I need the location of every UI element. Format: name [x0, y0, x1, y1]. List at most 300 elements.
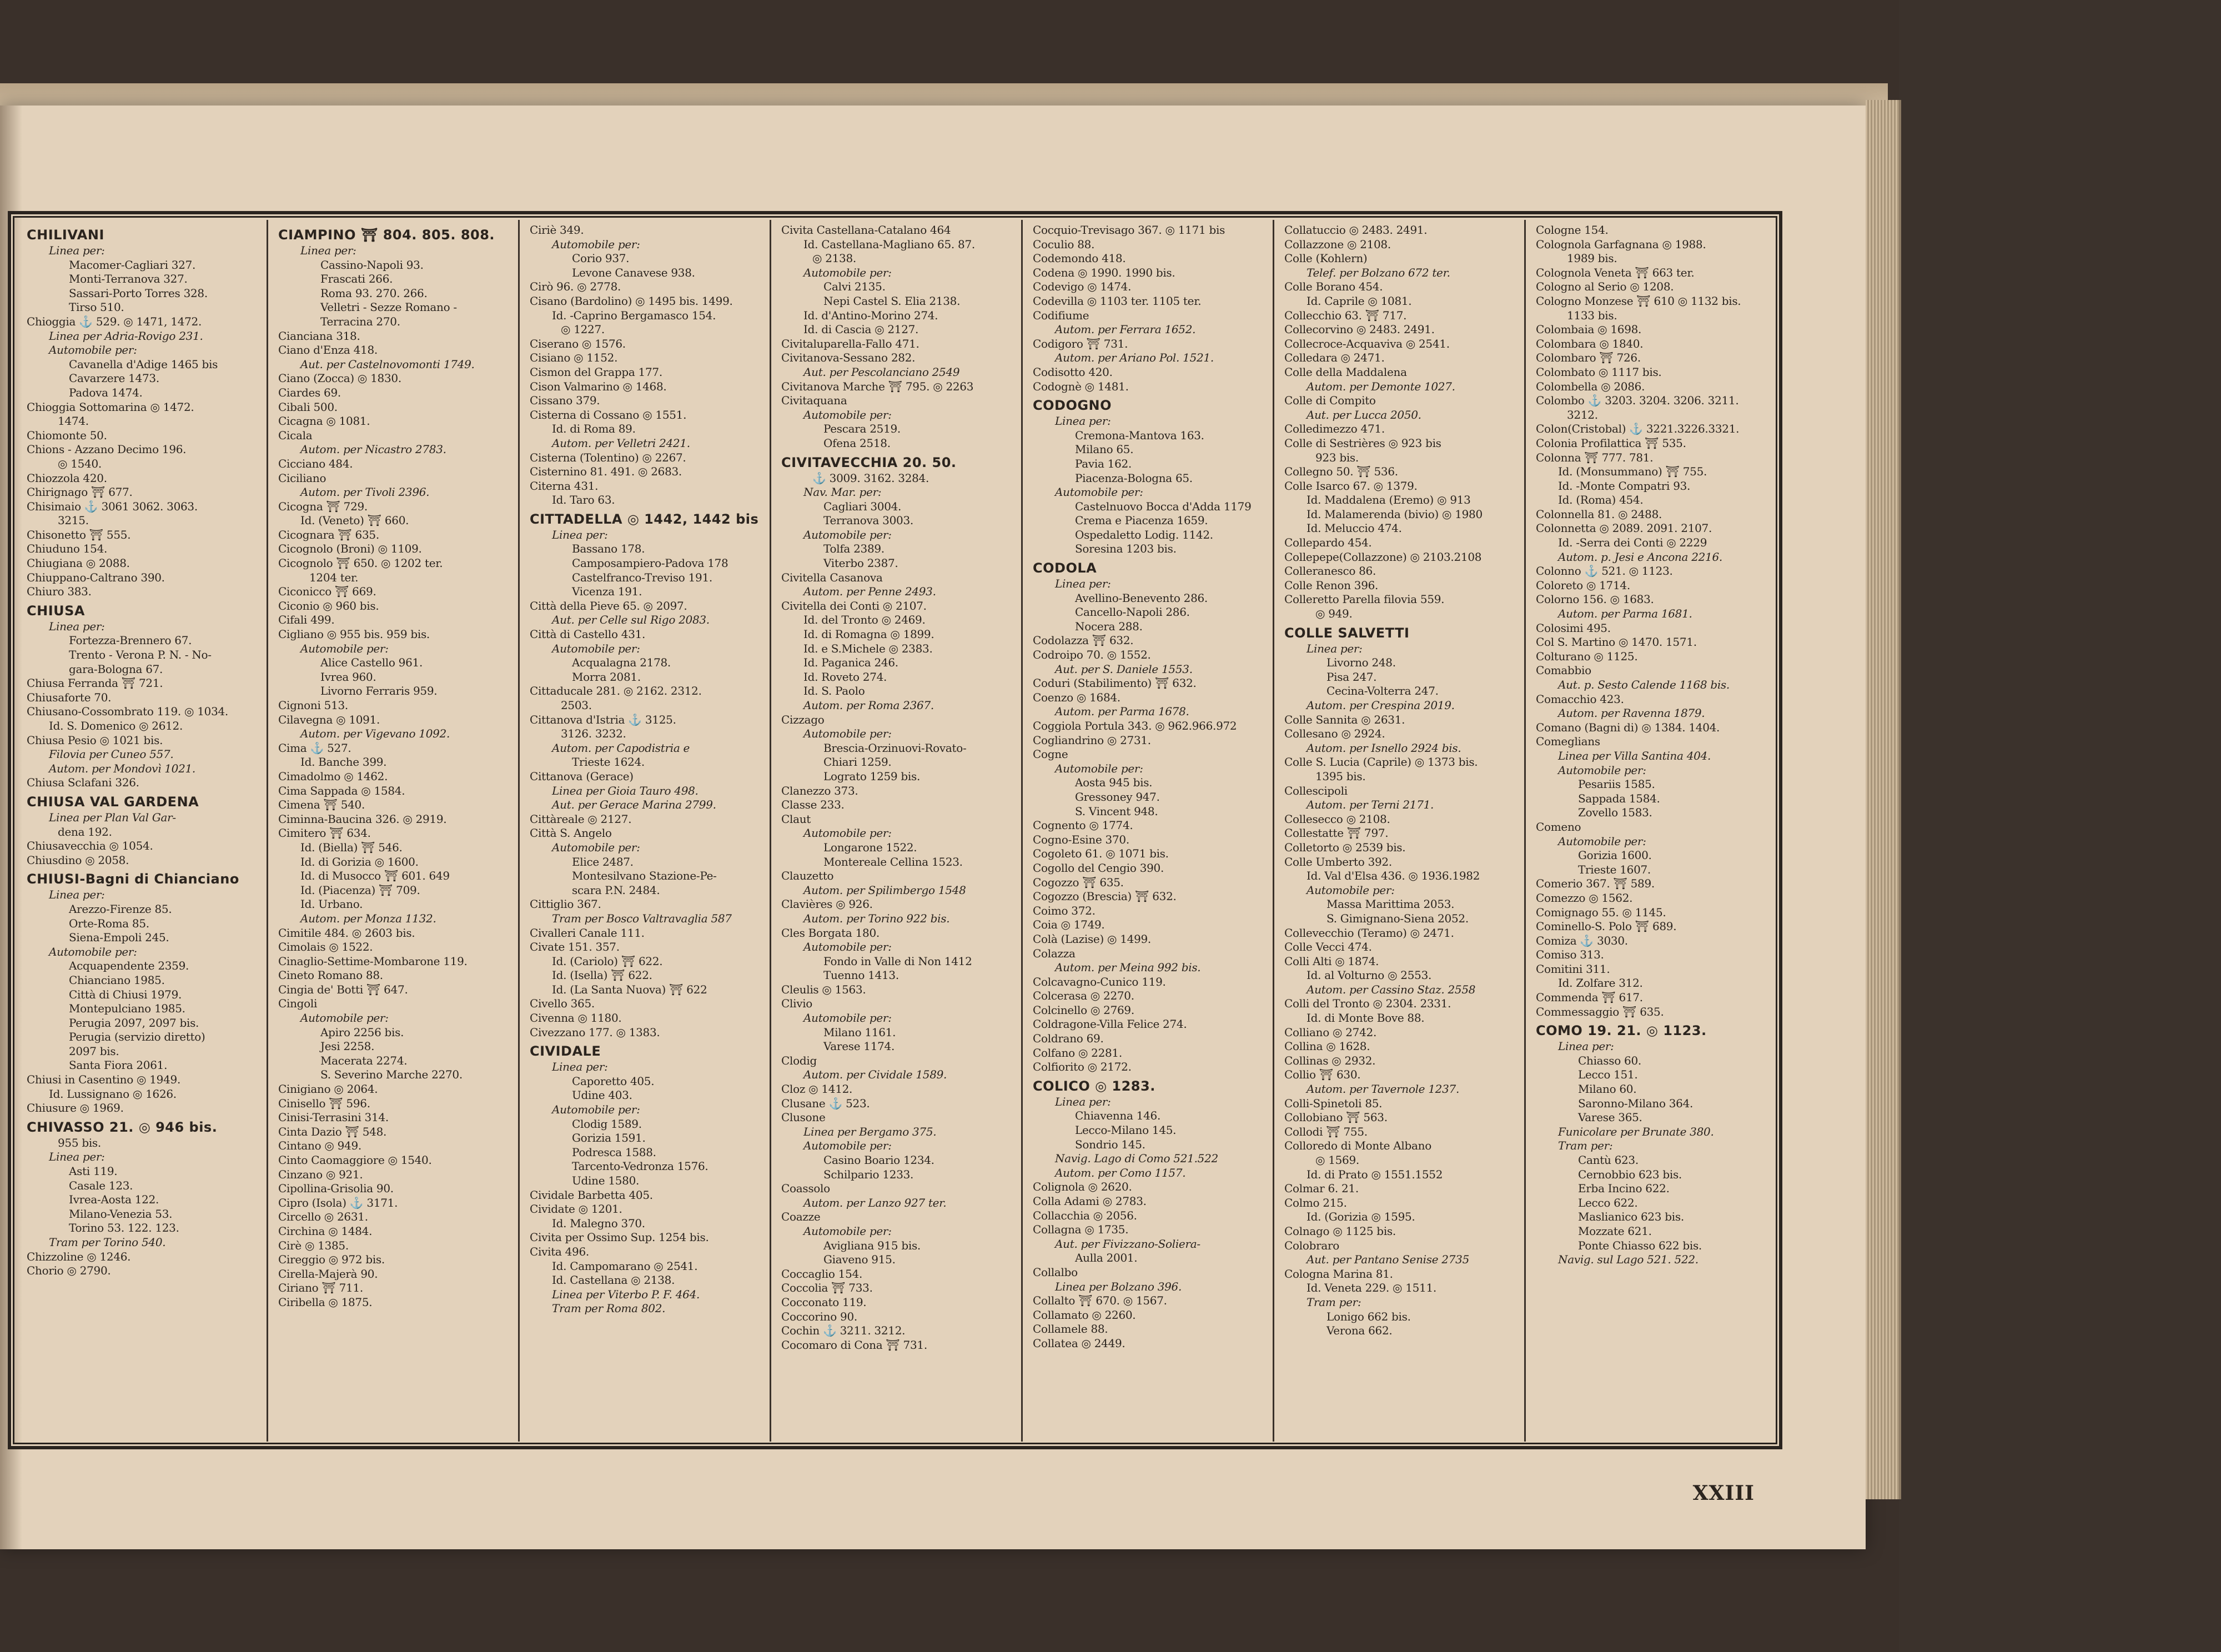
index-entry: Perugia (servizio diretto): [69, 1030, 205, 1044]
index-entry: Macomer-Cagliari 327.: [69, 258, 196, 272]
index-entry: Cimitile 484. ◎ 2603 bis.: [278, 926, 415, 940]
index-entry: Chiari 1259.: [823, 755, 892, 769]
index-entry: Id. -Caprino Bergamasco 154.: [552, 308, 716, 322]
index-entry: Id. Campomarano ◎ 2541.: [552, 1259, 698, 1273]
index-entry: Colcinello ◎ 2769.: [1033, 1003, 1134, 1017]
index-entry: Apiro 2256 bis.: [320, 1025, 404, 1039]
index-entry: 923 bis.: [1315, 450, 1359, 464]
index-entry: Collacchia ◎ 2056.: [1033, 1208, 1137, 1222]
index-entry: Id. (Roma) 454.: [1558, 493, 1644, 507]
index-entry: Ospedaletto Lodig. 1142.: [1075, 528, 1213, 541]
index-entry: Aut. per Pescolanciano 2549: [803, 365, 960, 379]
index-entry: Cogne: [1033, 747, 1068, 761]
index-entry: Cineto Romano 88.: [278, 968, 383, 982]
index-entry: Collepepe(Collazzone) ◎ 2103.2108: [1284, 550, 1482, 564]
index-entry: Autom. per Nicastro 2783.: [300, 443, 446, 456]
index-entry: Coldragone-Villa Felice 274.: [1033, 1017, 1187, 1031]
index-entry: Cinaglio-Settime-Mombarone 119.: [278, 954, 468, 968]
index-entry: Civitella dei Conti ◎ 2107.: [781, 599, 927, 612]
index-entry: Cireggio ◎ 972 bis.: [278, 1253, 385, 1267]
index-entry: Tirso 510.: [69, 300, 124, 314]
index-entry: Cima Sappada ◎ 1584.: [278, 784, 405, 797]
index-entry: Coduri (Stabilimento) ⛩ 632.: [1033, 676, 1197, 690]
index-entry: Linea per:: [1307, 641, 1363, 655]
index-column-2: [268, 220, 520, 1442]
index-entry: 3126. 3232.: [561, 727, 626, 741]
index-entry: Colle della Maddalena: [1284, 365, 1407, 379]
index-entry: Cinisi-Terrasini 314.: [278, 1111, 389, 1124]
index-entry: Massa Marittima 2053.: [1326, 897, 1455, 911]
index-entry: Maslianico 623 bis.: [1578, 1210, 1684, 1224]
index-entry: Città della Pieve 65. ◎ 2097.: [530, 599, 687, 612]
index-entry: Id. Paganica 246.: [803, 656, 898, 670]
index-entry: Colombaro ⛩ 726.: [1536, 351, 1641, 365]
index-entry: Trieste 1624.: [572, 755, 645, 769]
index-entry: Cancello-Napoli 286.: [1075, 605, 1190, 619]
index-entry: Gorizia 1591.: [572, 1131, 646, 1145]
index-entry: Automobile per:: [300, 1011, 389, 1025]
index-entry: Funicolare per Brunate 380.: [1558, 1124, 1714, 1138]
index-entry: Colle di Sestrières ◎ 923 bis: [1284, 436, 1441, 450]
index-entry: Chisonetto ⛩ 555.: [27, 528, 131, 541]
index-entry: Clanezzo 373.: [781, 784, 858, 797]
index-entry: Collestatte ⛩ 797.: [1284, 826, 1389, 840]
index-entry: Ciminna-Baucina 326. ◎ 2919.: [278, 812, 447, 826]
index-heading: CIVIDALE: [530, 1043, 601, 1060]
index-column-7: [1526, 220, 1776, 1442]
index-entry: Civita per Ossimo Sup. 1254 bis.: [530, 1231, 709, 1244]
index-entry: Erba Incino 622.: [1578, 1182, 1670, 1196]
index-entry: Giaveno 915.: [823, 1253, 896, 1267]
index-entry: Navig. Lago di Como 521.522: [1055, 1152, 1218, 1166]
index-entry: Morra 2081.: [572, 670, 641, 684]
index-entry: Ofena 2518.: [823, 436, 891, 450]
index-entry: Colognola Veneta ⛩ 663 ter.: [1536, 265, 1695, 279]
index-entry: Automobile per:: [803, 528, 892, 541]
index-entry: Civitaquana: [781, 394, 847, 408]
index-entry: Id. (Piacenza) ⛩ 709.: [300, 883, 420, 897]
index-entry: Avigliana 915 bis.: [823, 1238, 921, 1252]
index-entry: Collesecco ◎ 2108.: [1284, 812, 1390, 826]
index-entry: Colle Renon 396.: [1284, 578, 1379, 592]
index-entry: Id. e S.Michele ◎ 2383.: [803, 641, 933, 655]
index-entry: Brescia-Orzinuovi-Rovato-: [823, 741, 967, 755]
index-entry: Collatuccio ◎ 2483. 2491.: [1284, 223, 1428, 237]
index-entry: Autom. per Spilimbergo 1548: [803, 883, 966, 897]
index-entry: Linea per Gioia Tauro 498.: [552, 784, 699, 797]
index-entry: Caporetto 405.: [572, 1074, 655, 1088]
index-entry: Comacchio 423.: [1536, 692, 1624, 706]
index-entry: Cima ⚓ 527.: [278, 741, 351, 755]
index-heading: CHILIVANI: [27, 227, 104, 243]
index-entry: Ciano d'Enza 418.: [278, 343, 378, 357]
index-entry: Tram per Torino 540.: [49, 1236, 166, 1249]
index-entry: Linea per:: [1055, 1094, 1111, 1108]
index-entry: Coassolo: [781, 1182, 830, 1196]
index-entry: Cles Borgata 180.: [781, 926, 880, 940]
index-entry: Collecorvino ◎ 2483. 2491.: [1284, 323, 1435, 337]
index-entry: Clivio: [781, 997, 813, 1011]
index-entry: Pesariis 1585.: [1578, 777, 1655, 791]
index-entry: Varese 1174.: [823, 1040, 895, 1053]
index-entry: Aulla 2001.: [1075, 1251, 1138, 1265]
index-entry: Piacenza-Bologna 65.: [1075, 471, 1193, 485]
index-entry: Civezzano 177. ◎ 1383.: [530, 1025, 660, 1039]
index-entry: Colorno 156. ◎ 1683.: [1536, 592, 1654, 606]
index-entry: Cismon del Grappa 177.: [530, 365, 662, 379]
index-heading: CIVITAVECCHIA 20. 50.: [781, 454, 957, 470]
index-entry: Coccaglio 154.: [781, 1267, 862, 1281]
index-entry: dena 192.: [58, 825, 112, 838]
index-entry: Cisterna di Cossano ◎ 1551.: [530, 408, 687, 421]
index-entry: Claut: [781, 812, 811, 826]
index-entry: Colli del Tronto ◎ 2304. 2331.: [1284, 997, 1451, 1011]
index-entry: Comiza ⚓ 3030.: [1536, 933, 1628, 947]
index-heading: COMO 19. 21. ◎ 1123.: [1536, 1023, 1707, 1039]
index-entry: Soresina 1203 bis.: [1075, 542, 1177, 556]
index-entry: Id. -Serra dei Conti ◎ 2229: [1558, 536, 1707, 550]
index-entry: Chisimaio ⚓ 3061 3062. 3063.: [27, 499, 198, 513]
index-entry: Casino Boario 1234.: [823, 1153, 934, 1167]
index-entry: Cison Valmarino ◎ 1468.: [530, 379, 667, 393]
index-entry: Linea per:: [300, 244, 356, 257]
index-entry: Chiasso 60.: [1578, 1053, 1641, 1067]
index-entry: Colonia Profilattica ⛩ 535.: [1536, 436, 1686, 450]
index-entry: Colignola ◎ 2620.: [1033, 1180, 1132, 1194]
index-entry: Clusane ⚓ 523.: [781, 1096, 870, 1110]
index-entry: Linea per Adria-Rovigo 231.: [49, 329, 203, 343]
index-entry: Colfiorito ◎ 2172.: [1033, 1060, 1132, 1074]
index-entry: Colle S. Lucia (Caprile) ◎ 1373 bis.: [1284, 755, 1478, 769]
index-entry: Comeglians: [1536, 735, 1600, 749]
index-entry: Collalbo: [1033, 1265, 1078, 1279]
index-entry: Cirè ◎ 1385.: [278, 1238, 349, 1252]
index-entry: Livorno 248.: [1326, 656, 1396, 670]
index-entry: Collescipoli: [1284, 784, 1348, 797]
page-number: XXIII: [1692, 1482, 1755, 1505]
index-entry: Colombato ◎ 1117 bis.: [1536, 365, 1662, 379]
index-entry: Clodig 1589.: [572, 1117, 642, 1131]
index-entry: Ciriè 349.: [530, 223, 584, 237]
index-entry: Cogollo del Cengio 390.: [1033, 861, 1164, 875]
index-entry: Collamele 88.: [1033, 1322, 1108, 1336]
index-entry: Clavières ◎ 926.: [781, 897, 873, 911]
index-entry: Collamato ◎ 2260.: [1033, 1308, 1136, 1322]
index-entry: Civita Castellana-Catalano 464: [781, 223, 951, 237]
index-entry: Cicognolo ⛩ 650. ◎ 1202 ter.: [278, 556, 443, 570]
index-entry: Comitini 311.: [1536, 962, 1610, 976]
index-entry: Autom. per Meina 992 bis.: [1055, 961, 1201, 975]
index-entry: Collevecchio (Teramo) ◎ 2471.: [1284, 926, 1454, 940]
index-entry: Id. del Tronto ◎ 2469.: [803, 613, 926, 627]
index-entry: Automobile per:: [1558, 763, 1646, 777]
index-entry: Collesano ◎ 2924.: [1284, 727, 1385, 741]
index-entry: Cologno Monzese ⛩ 610 ◎ 1132 bis.: [1536, 294, 1741, 308]
index-entry: 1133 bis.: [1567, 308, 1617, 322]
index-entry: Ciardes 69.: [278, 385, 341, 399]
index-entry: Comabbio: [1536, 664, 1591, 677]
index-entry: Coccolia ⛩ 733.: [781, 1281, 873, 1295]
index-entry: Autom. per Parma 1678.: [1055, 705, 1189, 719]
index-entry: Milano-Venezia 53.: [69, 1207, 173, 1221]
index-entry: Orte-Roma 85.: [69, 916, 149, 930]
index-entry: Asti 119.: [69, 1164, 118, 1178]
index-entry: Linea per:: [49, 888, 105, 902]
index-entry: Collagna ◎ 1735.: [1033, 1223, 1129, 1237]
index-entry: Chiuro 383.: [27, 585, 92, 599]
index-entry: Circello ◎ 2631.: [278, 1210, 368, 1224]
index-entry: Cogozzo ⛩ 635.: [1033, 875, 1124, 889]
index-entry: Autom. per Ferrara 1652.: [1055, 323, 1196, 337]
index-entry: Livorno Ferraris 959.: [320, 684, 438, 698]
index-entry: Cingia de' Botti ⛩ 647.: [278, 982, 408, 996]
index-entry: Ciano (Zocca) ◎ 1830.: [278, 371, 401, 385]
index-entry: Chirignago ⛩ 677.: [27, 485, 133, 499]
index-entry: Commessaggio ⛩ 635.: [1536, 1005, 1664, 1018]
index-column-5: [1023, 220, 1274, 1442]
index-entry: Nocera 288.: [1075, 619, 1143, 633]
background-shadow: [1899, 0, 2221, 1652]
index-entry: Cimolais ◎ 1522.: [278, 940, 373, 954]
index-entry: Id. Taro 63.: [552, 493, 615, 507]
index-entry: Id. di Roma 89.: [552, 422, 636, 436]
index-entry: Cremona-Mantova 163.: [1075, 428, 1204, 442]
index-entry: Viterbo 2387.: [823, 556, 898, 570]
index-entry: Commenda ⛩ 617.: [1536, 991, 1643, 1005]
index-entry: Id. (Monsummano) ⛩ 755.: [1558, 465, 1707, 479]
index-entry: Fondo in Valle di Non 1412: [823, 954, 972, 968]
index-entry: Colonno ⚓ 521. ◎ 1123.: [1536, 564, 1673, 578]
index-entry: Colle Vecci 474.: [1284, 940, 1372, 954]
index-entry: Id. di Monte Bove 88.: [1307, 1011, 1425, 1025]
index-entry: Verona 662.: [1326, 1324, 1393, 1338]
index-entry: Id. Castellana ◎ 2138.: [552, 1273, 675, 1287]
index-entry: Udine 403.: [572, 1088, 632, 1102]
index-entry: Automobile per:: [803, 1139, 892, 1153]
index-entry: Cagliari 3004.: [823, 499, 902, 513]
index-entry: Tram per:: [1558, 1139, 1613, 1153]
index-entry: Autom. per Lanzo 927 ter.: [803, 1196, 947, 1209]
index-entry: Automobile per:: [1307, 883, 1395, 897]
index-entry: Cogliandrino ◎ 2731.: [1033, 733, 1151, 747]
index-entry: Id. (Gorizia ◎ 1595.: [1307, 1210, 1415, 1224]
index-entry: 1989 bis.: [1567, 252, 1617, 265]
index-entry: Aut. p. Sesto Calende 1168 bis.: [1558, 678, 1730, 691]
index-entry: Colcerasa ◎ 2270.: [1033, 989, 1134, 1003]
index-entry: Comano (Bagni di) ◎ 1384. 1404.: [1536, 720, 1720, 734]
index-entry: Id. Zolfare 312.: [1558, 976, 1643, 990]
index-entry: Crema e Piacenza 1659.: [1075, 514, 1208, 528]
index-heading: CHIUSA: [27, 602, 85, 619]
index-entry: Linea per Viterbo P. F. 464.: [552, 1287, 700, 1301]
index-entry: Codigoro ⛩ 731.: [1033, 337, 1128, 350]
index-entry: Autom. per Roma 2367.: [803, 699, 934, 712]
index-entry: Chions - Azzano Decimo 196.: [27, 443, 187, 456]
index-entry: Cernobbio 623 bis.: [1578, 1167, 1682, 1181]
index-entry: Chiusa Sclafani 326.: [27, 776, 139, 790]
index-entry: Trieste 1607.: [1578, 862, 1651, 876]
index-entry: Id. Lussignano ◎ 1626.: [49, 1087, 177, 1101]
index-entry: Id. S. Domenico ◎ 2612.: [49, 719, 183, 732]
index-entry: Cittàreale ◎ 2127.: [530, 812, 632, 826]
index-entry: Sassari-Porto Torres 328.: [69, 286, 208, 300]
index-entry: Terranova 3003.: [823, 514, 913, 528]
index-entry: Automobile per:: [803, 826, 892, 840]
index-entry: Colmar 6. 21.: [1284, 1182, 1359, 1196]
index-entry: Classe 233.: [781, 798, 845, 812]
index-entry: Nav. Mar. per:: [803, 485, 882, 499]
index-entry: Cinzano ◎ 921.: [278, 1167, 363, 1181]
index-entry: Ciserano ◎ 1576.: [530, 337, 626, 350]
index-entry: Id. di Musocco ⛩ 601. 649: [300, 869, 450, 883]
index-entry: Id. d'Antino-Morino 274.: [803, 308, 938, 322]
index-entry: Filovia per Cuneo 557.: [49, 747, 174, 761]
index-entry: Cimadolmo ◎ 1462.: [278, 769, 388, 783]
index-heading: CIAMPINO ⛩ 804. 805. 808.: [278, 227, 495, 243]
index-entry: Castelnuovo Bocca d'Adda 1179: [1075, 499, 1252, 513]
index-entry: Colnago ◎ 1125 bis.: [1284, 1224, 1396, 1238]
index-entry: Arezzo-Firenze 85.: [69, 902, 172, 916]
index-entry: Colle (Kohlern): [1284, 252, 1368, 265]
index-entry: Colledara ◎ 2471.: [1284, 351, 1385, 365]
index-entry: Cantù 623.: [1578, 1153, 1639, 1167]
index-entry: Civenna ◎ 1180.: [530, 1011, 622, 1025]
index-entry: ⚓ 3009. 3162. 3284.: [812, 471, 929, 485]
index-entry: Autom. per Isnello 2924 bis.: [1307, 741, 1461, 755]
index-entry: Collegno 50. ⛩ 536.: [1284, 465, 1398, 479]
index-entry: Pescara 2519.: [823, 422, 901, 436]
index-entry: Lograto 1259 bis.: [823, 769, 921, 783]
index-entry: Cigliano ◎ 955 bis. 959 bis.: [278, 627, 430, 641]
index-entry: Comezzo ◎ 1562.: [1536, 891, 1633, 905]
index-entry: Cimena ⛩ 540.: [278, 798, 365, 812]
index-entry: Cleulis ◎ 1563.: [781, 982, 866, 996]
index-entry: Colle Umberto 392.: [1284, 855, 1392, 868]
index-entry: Chiusa Pesio ◎ 1021 bis.: [27, 733, 163, 747]
index-entry: Autom. per Ariano Pol. 1521.: [1055, 351, 1214, 365]
index-entry: Chorio ◎ 2790.: [27, 1264, 111, 1278]
index-entry: Autom. per Vigevano 1092.: [300, 727, 450, 741]
index-entry: Colobraro: [1284, 1238, 1339, 1252]
index-entry: Coia ◎ 1749.: [1033, 918, 1105, 932]
index-entry: Macerata 2274.: [320, 1053, 408, 1067]
index-entry: Acqualagna 2178.: [572, 656, 671, 670]
index-entry: Cicciano 484.: [278, 456, 353, 470]
index-entry: Coldrano 69.: [1033, 1032, 1104, 1046]
index-entry: Autom. per Penne 2493.: [803, 585, 936, 599]
index-entry: Colonna ⛩ 777. 781.: [1536, 450, 1654, 464]
index-entry: Linea per Plan Val Gar-: [49, 810, 176, 824]
index-entry: Roma 93. 270. 266.: [320, 286, 428, 300]
index-entry: scara P.N. 2484.: [572, 883, 660, 897]
index-entry: Tram per Roma 802.: [552, 1302, 666, 1315]
index-entry: Tram per Bosco Valtravaglia 587: [552, 911, 732, 925]
index-entry: Cologna Marina 81.: [1284, 1267, 1393, 1281]
index-entry: 3215.: [58, 514, 89, 528]
index-entry: Montepulciano 1985.: [69, 1002, 185, 1016]
index-entry: Collatea ◎ 2449.: [1033, 1336, 1125, 1350]
index-entry: Zovello 1583.: [1578, 806, 1652, 820]
index-entry: Gressoney 947.: [1075, 790, 1160, 804]
index-entry: Automobile per:: [803, 727, 892, 741]
index-entry: Id. -Monte Compatri 93.: [1558, 479, 1691, 493]
page-stack-edge: [1866, 100, 1901, 1499]
index-entry: Cividale Barbetta 405.: [530, 1188, 653, 1202]
index-entry: Civate 151. 357.: [530, 940, 620, 954]
index-entry: Colle di Compito: [1284, 394, 1376, 408]
index-entry: Siena-Empoli 245.: [69, 931, 169, 945]
index-entry: Cisano (Bardolino) ◎ 1495 bis. 1499.: [530, 294, 733, 308]
index-entry: Linea per:: [552, 1060, 608, 1074]
index-entry: Coimo 372.: [1033, 903, 1096, 917]
index-column-4: [771, 220, 1023, 1442]
index-entry: Calvi 2135.: [823, 280, 886, 294]
index-entry: Id. Roveto 274.: [803, 670, 887, 684]
index-entry: Cisiano ◎ 1152.: [530, 351, 618, 365]
index-entry: ◎ 2138.: [812, 252, 856, 265]
index-entry: Autom. per Terni 2171.: [1307, 798, 1434, 812]
index-entry: 2503.: [561, 699, 592, 712]
index-entry: Cipollina-Grisolia 90.: [278, 1182, 394, 1196]
index-entry: Cittanova d'Istria ⚓ 3125.: [530, 712, 676, 726]
index-column-3: [520, 220, 771, 1442]
index-entry: Cisterna (Tolentino) ◎ 2267.: [530, 450, 686, 464]
index-entry: Coggiola Portula 343. ◎ 962.966.972: [1033, 719, 1237, 732]
index-entry: Colturano ◎ 1125.: [1536, 649, 1638, 663]
index-entry: Chiusano-Cossombrato 119. ◎ 1034.: [27, 705, 228, 719]
index-entry: Coccorino 90.: [781, 1309, 857, 1323]
index-entry: Longarone 1522.: [823, 840, 917, 854]
index-entry: Cogozzo (Brescia) ⛩ 632.: [1033, 890, 1177, 903]
index-entry: Collecroce-Acquaviva ◎ 2541.: [1284, 337, 1450, 350]
index-entry: Clauzetto: [781, 869, 834, 883]
index-entry: Colfano ◎ 2281.: [1033, 1046, 1122, 1060]
index-entry: Codognè ◎ 1481.: [1033, 379, 1129, 393]
index-entry: Chiusi in Casentino ◎ 1949.: [27, 1073, 180, 1087]
index-entry: Autom. per Crespina 2019.: [1307, 699, 1455, 712]
index-entry: Varese 365.: [1578, 1111, 1642, 1124]
index-entry: Colledimezzo 471.: [1284, 422, 1385, 436]
index-entry: Cifali 499.: [278, 613, 335, 627]
index-entry: Col S. Martino ◎ 1470. 1571.: [1536, 635, 1697, 649]
index-entry: Linea per:: [1055, 577, 1111, 591]
index-entry: Coenzo ◎ 1684.: [1033, 690, 1120, 704]
index-entry: Id. di Gorizia ◎ 1600.: [300, 855, 419, 868]
index-entry: Vicenza 191.: [572, 585, 642, 599]
index-entry: Colla Adami ◎ 2783.: [1033, 1194, 1147, 1208]
index-entry: 1474.: [58, 414, 89, 428]
index-entry: Aut. per Fivizzano-Soliera-: [1055, 1237, 1200, 1251]
index-entry: Colazza: [1033, 946, 1076, 960]
index-entry: Id. Veneta 229. ◎ 1511.: [1307, 1281, 1436, 1295]
index-entry: 3212.: [1567, 408, 1598, 421]
index-entry: Codevilla ◎ 1103 ter. 1105 ter.: [1033, 294, 1202, 308]
index-entry: Codemondo 418.: [1033, 252, 1126, 265]
index-entry: Sondrio 145.: [1075, 1137, 1145, 1151]
index-entry: Chiozzola 420.: [27, 471, 107, 485]
index-entry: Cognento ◎ 1774.: [1033, 819, 1133, 832]
index-entry: Coloreto ◎ 1714.: [1536, 578, 1630, 592]
index-entry: Chiuduno 154.: [27, 542, 108, 556]
index-entry: Chiusure ◎ 1969.: [27, 1101, 124, 1115]
index-entry: Autom. per Ravenna 1879.: [1558, 706, 1705, 720]
index-entry: 955 bis.: [58, 1136, 101, 1149]
index-entry: Cintano ◎ 949.: [278, 1139, 361, 1153]
index-entry: Schilpario 1233.: [823, 1167, 914, 1181]
index-entry: Collinas ◎ 2932.: [1284, 1053, 1376, 1067]
index-entry: Cocquio-Trevisago 367. ◎ 1171 bis: [1033, 223, 1225, 237]
index-entry: Cividate ◎ 1201.: [530, 1202, 622, 1216]
